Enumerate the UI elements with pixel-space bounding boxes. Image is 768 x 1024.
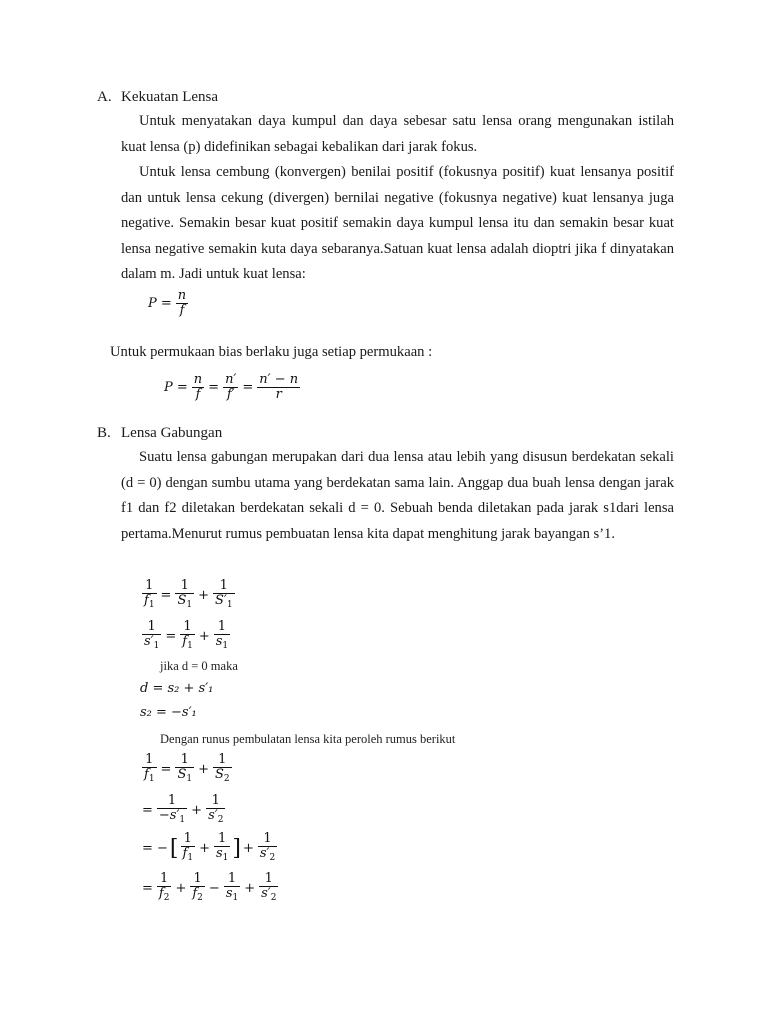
note-derivation: Dengan runus pembulatan lensa kita peroleh rumus berikut — [160, 732, 456, 746]
derivation-line-3: = −[ $\frac{1}{f_1}$ + $\frac{1}{s_1}$ ] + $\frac{1}{s'_2}$ — [142, 831, 276, 863]
section-b-letter: B. — [97, 425, 111, 441]
section-b-heading — [97, 424, 222, 442]
surface-formula — [162, 373, 302, 402]
power-formula-lhs: P = — [148, 296, 172, 311]
lens-equation-2: $\frac{1}{s'_1}$ = $\frac{1}{f_1}$ + $\frac{1}{s_1}$ — [144, 619, 229, 651]
surface-fraction-1-num: n — [193, 372, 203, 387]
power-fraction-num: n — [177, 288, 187, 303]
lens-equation-1: $\frac{1}{f_1}$ = $\frac{1}{S_1}$ + $\frac{1}{S'_1}$ — [144, 578, 233, 610]
derivation-line-4: = $\frac{1}{f_2}$ + $\frac{1}{f_2}$ − $\frac{1}{s_1}$ + $\frac{1}{s'_2}$ — [142, 871, 277, 903]
power-fraction — [176, 289, 188, 318]
surface-fraction-2-den: f′ — [226, 387, 235, 402]
surface-fraction-3-num: n′ − n — [259, 372, 299, 387]
surface-formula-eq-1: = — [208, 380, 220, 395]
section-a-paragraph-2: Untuk lensa cembung (konvergen) benilai positif (fokusnya positif) kuat lensanya positif dan untuk lensa cekung (divergen) bernilai negative (fokusnya negative) kuat lensanya juga negative. Semakin besar kuat positif semakin daya kumpul lensa itu dan semakin besar kuat lensa negative semakin kuta daya sebaranya.Satuan kuat lensa adalah dioptri jika f dinyatakan dalam m. Jadi untuk kuat lensa: — [121, 164, 674, 282]
section-a-heading — [97, 88, 218, 106]
surface-text: Untuk permukaan bias berlaku juga setiap permukaan : — [110, 344, 433, 360]
derivation-line-2: = $\frac{1}{-s'_1}$ + $\frac{1}{s'_2}$ — [142, 793, 224, 825]
derivation-line-1: $\frac{1}{f_1}$ = $\frac{1}{S_1}$ + $\frac{1}{S_2}$ — [144, 752, 230, 784]
equation-s2: s₂ = −s′₁ — [140, 705, 197, 720]
section-a-title: Kekuatan Lensa — [121, 89, 219, 105]
section-b-paragraph-1: Suatu lensa gabungan merupakan dari dua lensa atau lebih yang disusun berdekatan sekali (d = 0) dengan sumbu utama yang berdekatan sama lain. Anggap dua buah lensa dengan jarak f1 dan f2 diletakan berdekatan sekali d = 0. Sebuah benda diletakan pada jarak s1dari lensa pertama.Menurut rumus pembuatan lensa kita dapat menghitung jarak bayangan s’1. — [121, 449, 674, 542]
surface-fraction-1 — [192, 373, 204, 402]
surface-fraction-2-num: n′ — [225, 372, 237, 387]
surface-fraction-3 — [257, 373, 300, 402]
surface-fraction-1-den: f — [195, 387, 201, 402]
surface-formula-lhs: P = — [164, 380, 188, 395]
surface-fraction-3-den: r — [275, 387, 282, 402]
section-a-letter: A. — [97, 89, 112, 105]
power-fraction-den: f — [179, 303, 185, 318]
note-jika-d-zero: jika d = 0 maka — [160, 659, 238, 673]
surface-formula-eq-2: = — [242, 380, 254, 395]
section-b-title: Lensa Gabungan — [121, 425, 223, 441]
equation-d: d = s₂ + s′₁ — [140, 681, 214, 696]
surface-fraction-2 — [223, 373, 238, 402]
section-a-paragraph-1: Untuk menyatakan daya kumpul dan daya sebesar satu lensa orang mengunakan istilah kuat lensa (p) didefinikan sebagai kebalikan dari jarak fokus. — [121, 113, 674, 155]
power-formula — [146, 289, 190, 318]
